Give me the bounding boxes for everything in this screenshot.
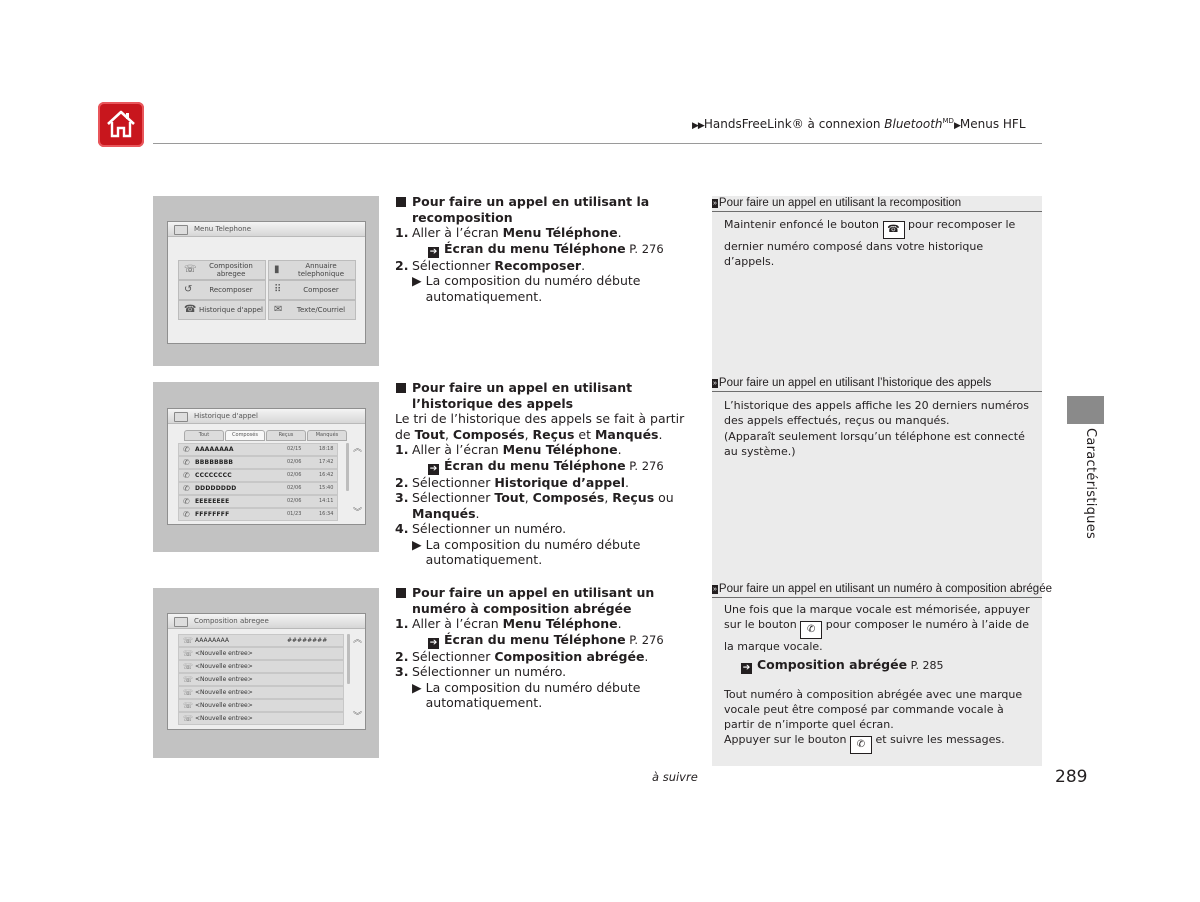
cross-reference[interactable]: ➔ Écran du menu Téléphone P. 276 [429,631,664,648]
redial-button: ↺ Recomposer [178,280,266,300]
reference-icon: ➔ [429,637,438,648]
tab-manques: Manqués [307,430,347,441]
call-icon: ✆ [183,510,190,519]
list-item: ✆ EEEEEEEE 02/06 14:11 [178,495,338,508]
tab-recus: Reçus [266,430,306,441]
call-icon: ✆ [183,458,190,467]
section-call-history [395,380,695,568]
section-redial [395,194,695,304]
reference-icon: ➔ [429,463,438,474]
speed-dial-button: ☏ Composition abregee [178,260,266,280]
call-icon: ✆ [183,471,190,480]
speed-dial-icon: ☏ [183,701,194,710]
menu-telephone-screenshot [153,196,379,366]
note-body-redial: Maintenir enfoncé le bouton ☎ pour recomposer le dernier numéro composé dans votre historique d’appels. [724,218,1016,269]
text-email-button: ✉ Texte/Courriel [268,300,356,320]
tab-composes: Composés [225,430,265,441]
call-icon: ✆ [183,445,190,454]
screen-title: Menu Telephone [194,225,251,233]
note-cross-reference[interactable]: ➔ Composition abrégée P. 285 [742,656,944,673]
header-divider [153,143,1042,144]
step-1: 1. Aller à l’écran Menu Téléphone. [395,442,622,457]
list-item: ✆ DDDDDDDD 02/06 15:40 [178,482,338,495]
talk-button-icon: ✆ [850,736,872,754]
scroll-up-icon: ︽ [353,635,363,645]
phonebook-button: ▮ Annuaire telephonique [268,260,356,280]
page-number: 289 [1055,767,1088,787]
square-bullet-icon [396,588,406,598]
step-result: ▶ La composition du numéro débute automatiquement. [412,273,641,304]
step-2: 2. Sélectionner Recomposer. [395,257,586,273]
screen-title-bar [168,409,365,424]
list-item: ☏ <Nouvelle entree> [178,686,344,699]
phone-status-icon [174,412,188,422]
keypad-icon: ⠿ [274,284,282,295]
note-body-speed-dial: Une fois que la marque vocale est mémorisée, appuyer sur le bouton ✆ pour composer le numéro à l’aide de la marque vocale. ➔ Composition abrégée P. 285 Tout numéro à composition abrégée avec une marque vocale peut être composé par commande vocale à partir de n’importe quel écran. Appuyer sur le bouton ✆ et suivre les messages. [724,602,1034,754]
screen-title-bar [168,614,365,629]
list-item: ☏ <Nouvelle entree> [178,712,344,725]
continue-label: à suivre [652,770,698,784]
speed-dial-icon: ☏ [183,714,194,723]
reference-icon: ➔ [429,246,438,257]
speed-dial-screenshot [153,588,379,758]
call-icon: ✆ [183,497,190,506]
step-2: 2. Sélectionner Composition abrégée. [395,648,649,664]
breadcrumb [692,117,1026,131]
list-item: ☏ <Nouvelle entree> [178,699,344,712]
phone-status-icon [174,617,188,627]
result-arrow-icon: ▶ [412,679,422,695]
list-item: ✆ AAAAAAAA 02/15 18:18 [178,443,338,456]
screen-title: Historique d'appel [194,412,258,420]
redial-icon: ↺ [184,284,193,295]
note-heading-speed-dial: » Pour faire un appel en utilisant un numéro à composition abrégée [712,582,1042,598]
speed-dial-icon: ☏ [183,688,194,697]
note-body-history: L’historique des appels affiche les 20 derniers numéros des appels effectués, reçus ou manqués. (Apparaît seulement lorsqu’un téléphone est connecté au système.) [724,399,1029,458]
step-2: 2. Sélectionner Historique d’appel. [395,474,629,490]
scrollbar [347,634,350,684]
speed-dial-icon: ☏ [183,636,194,645]
breadcrumb-part2[interactable]: Menus HFL [959,117,1026,131]
section-intro: Le tri de l’historique des appels se fait à partir de Tout, Composés, Reçus et Manqués. [395,411,685,442]
cross-reference[interactable]: ➔ Écran du menu Téléphone P. 276 [429,457,664,474]
list-item: ☏ <Nouvelle entree> [178,660,344,673]
phone-status-icon [174,225,188,235]
step-1: 1. Aller à l’écran Menu Téléphone. [395,225,622,240]
section-speed-dial [395,585,695,711]
breadcrumb-part1[interactable]: HandsFreeLink® à connexion [703,117,885,131]
speed-dial-icon: ☏ [183,662,194,671]
double-arrow-icon: » [713,380,717,387]
breadcrumb-sup: MD [942,117,954,125]
section-heading: Pour faire un appel en utilisant la recomposition [395,194,695,225]
double-arrow-icon: » [713,200,717,207]
section-heading: Pour faire un appel en utilisant l’historique des appels [395,380,695,411]
home-icon [104,107,138,141]
list-item: ✆ CCCCCCCC 02/06 16:42 [178,469,338,482]
list-item: ✆ FFFFFFFF 01/23 16:34 [178,508,338,521]
double-arrow-icon: » [713,586,717,593]
step-4: 4. Sélectionner un numéro. [395,521,567,536]
home-button[interactable] [98,102,144,147]
list-item: ☏ <Nouvelle entree> [178,673,344,686]
keypad-button: ⠿ Composer [268,280,356,300]
section-label: Caractéristiques [1083,428,1098,540]
step-3: 3. Sélectionner un numéro. [395,664,567,679]
note-heading-history: » Pour faire un appel en utilisant l’historique des appels [712,376,1042,392]
step-result: ▶ La composition du numéro débute automatiquement. [412,536,641,567]
history-tabs [178,430,355,440]
talk-button-icon: ✆ [800,621,822,639]
square-bullet-icon [396,383,406,393]
note-heading-redial: » Pour faire un appel en utilisant la recomposition [712,196,1042,212]
step-1: 1. Aller à l’écran Menu Téléphone. [395,616,622,631]
result-arrow-icon: ▶ [412,536,422,552]
cross-reference[interactable]: ➔ Écran du menu Téléphone P. 276 [429,240,664,257]
breadcrumb-sep: ▶ [953,121,960,131]
call-history-button: ☎ Historique d'appel [178,300,266,320]
step-3: 3. Sélectionner Tout, Composés, Reçus ou Manqués. [395,490,674,521]
step-result: ▶ La composition du numéro débute automatiquement. [412,679,641,710]
section-heading: Pour faire un appel en utilisant un numéro à composition abrégée [395,585,695,616]
call-icon: ✆ [183,484,190,493]
speed-dial-icon: ☏ [183,675,194,684]
speed-dial-icon: ☏ [184,264,197,275]
scrollbar [346,443,349,491]
section-tab[interactable] [1067,396,1104,424]
scroll-down-icon: ︾ [353,508,363,518]
breadcrumb-arrows: ▶▶ [692,121,704,131]
pick-up-phone-icon: ☎ [883,221,905,239]
list-item: ☏ AAAAAAAA ######## [178,634,344,647]
breadcrumb-bluetooth[interactable]: Bluetooth [884,117,943,131]
screen-title: Composition abregee [194,617,269,625]
list-item: ☏ <Nouvelle entree> [178,647,344,660]
speed-dial-icon: ☏ [183,649,194,658]
screen-title-bar [168,222,365,237]
list-item: ✆ BBBBBBBB 02/06 17:42 [178,456,338,469]
scroll-up-icon: ︽ [353,444,363,454]
reference-icon: ➔ [742,662,751,673]
result-arrow-icon: ▶ [412,273,422,288]
call-history-icon: ☎ [184,304,197,315]
scroll-down-icon: ︾ [353,712,363,722]
envelope-icon: ✉ [274,304,283,315]
phonebook-icon: ▮ [274,264,280,275]
call-history-screenshot [153,382,379,552]
square-bullet-icon [396,197,406,207]
tab-tout: Tout [184,430,224,441]
